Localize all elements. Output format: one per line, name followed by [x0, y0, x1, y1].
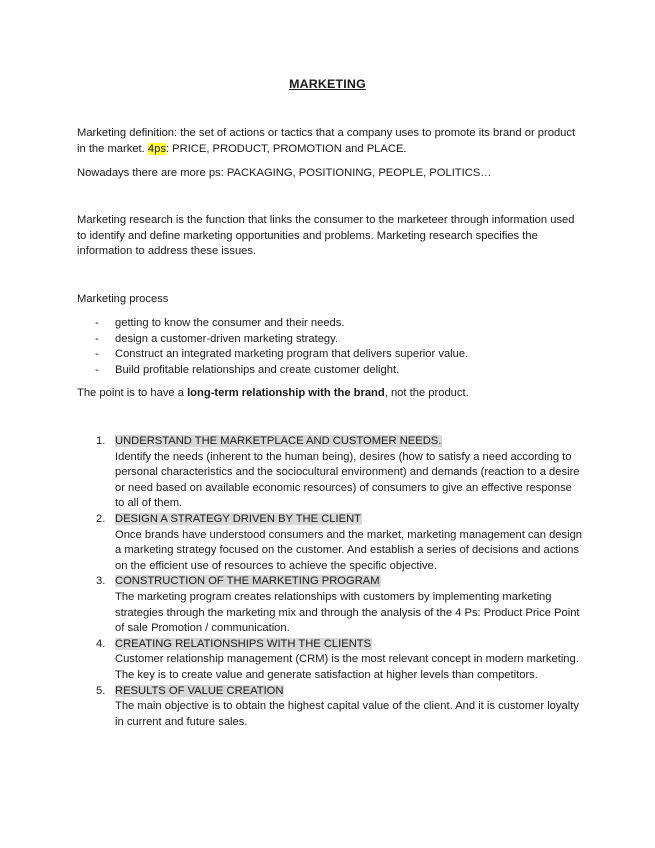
steps-list [77, 434, 583, 730]
list-item [77, 332, 583, 348]
step-description: Once brands have understood consumers and the market, marketing management can design a marketing strategy focused on the customer. And establish a series of decisions and actions on the efficient use of resources to achieve the specific objective. [115, 528, 583, 572]
step-heading: UNDERSTAND THE MARKETPLACE AND CUSTOMER NEEDS. [115, 435, 442, 447]
step-item-4 [77, 637, 583, 684]
process-list [77, 316, 583, 378]
list-item [77, 347, 583, 363]
point-text: The point is to have a [77, 387, 188, 399]
point-bold-text: long-term relationship with the brand [187, 387, 385, 399]
step-heading: CREATING RELATIONSHIPS WITH THE CLIENTS [115, 637, 372, 650]
step-heading: DESIGN A STRATEGY DRIVEN BY THE CLIENT [115, 512, 361, 525]
step-number: 4. [96, 637, 106, 650]
step-number: 1. [96, 435, 106, 447]
bullet-dash: - [95, 317, 99, 329]
step-item-2 [77, 512, 583, 574]
step-number: 3. [96, 575, 106, 588]
step-description: The marketing program creates relationships with customers by implementing marketing strategies through the marketing mix and through the analysis of the 4 Ps: Product Price Point of sale Promotion / communication. [115, 590, 580, 635]
step-number: 5. [96, 684, 106, 697]
step-item-5 [77, 684, 583, 731]
definition-text: Marketing definition: the set of actions or tactics that a company uses to promote its brand or product in the market. [77, 127, 576, 155]
process-item-text: getting to know the consumer and their needs. [115, 317, 345, 329]
process-item-text: Build profitable relationships and create customer delight. [115, 363, 400, 376]
list-item [77, 363, 583, 379]
point-paragraph [77, 386, 583, 402]
step-description: Identify the needs (inherent to the human being), desires (how to satisfy a need according to personal characteristics and the sociocultural environment) and demands (reaction to a desire or need based on available economic resources) of consumers to give an effective response to all of them. [115, 450, 580, 510]
step-description: The main objective is to obtain the highest capital value of the client. And it is customer loyalty in current and future sales. [115, 700, 579, 728]
list-item [77, 316, 583, 332]
definition-paragraph [77, 126, 583, 157]
document-title: MARKETING [289, 77, 366, 91]
bullet-dash: - [95, 332, 99, 345]
step-description: Customer relationship management (CRM) is the most relevant concept in modern marketing. The key is to create value and generate satisfaction at higher levels than competitors. [115, 653, 579, 681]
process-heading: Marketing process [77, 293, 169, 305]
process-item-text: design a customer-driven marketing strategy. [115, 332, 339, 345]
step-item-1 [77, 434, 583, 512]
bullet-dash: - [95, 348, 99, 361]
process-item-text: Construct an integrated marketing program that delivers superior value. [115, 348, 469, 361]
point-text-end: , not the product. [384, 387, 469, 399]
highlighted-4ps: 4ps [147, 142, 166, 155]
more-ps-paragraph: Nowadays there are more ps: PACKAGING, POSITIONING, PEOPLE, POLITICS… [77, 167, 492, 179]
definition-list: : PRICE, PRODUCT, PROMOTION and PLACE. [165, 142, 407, 155]
step-heading: CONSTRUCTION OF THE MARKETING PROGRAM [115, 575, 380, 588]
bullet-dash: - [95, 363, 99, 376]
step-number: 2. [96, 512, 106, 525]
research-paragraph: Marketing research is the function that links the consumer to the marketeer through information used to identify and define marketing opportunities and problems. Marketing research specifies the information to address these issues. [77, 214, 575, 258]
step-heading: RESULTS OF VALUE CREATION [115, 684, 284, 697]
step-item-3 [77, 574, 583, 636]
